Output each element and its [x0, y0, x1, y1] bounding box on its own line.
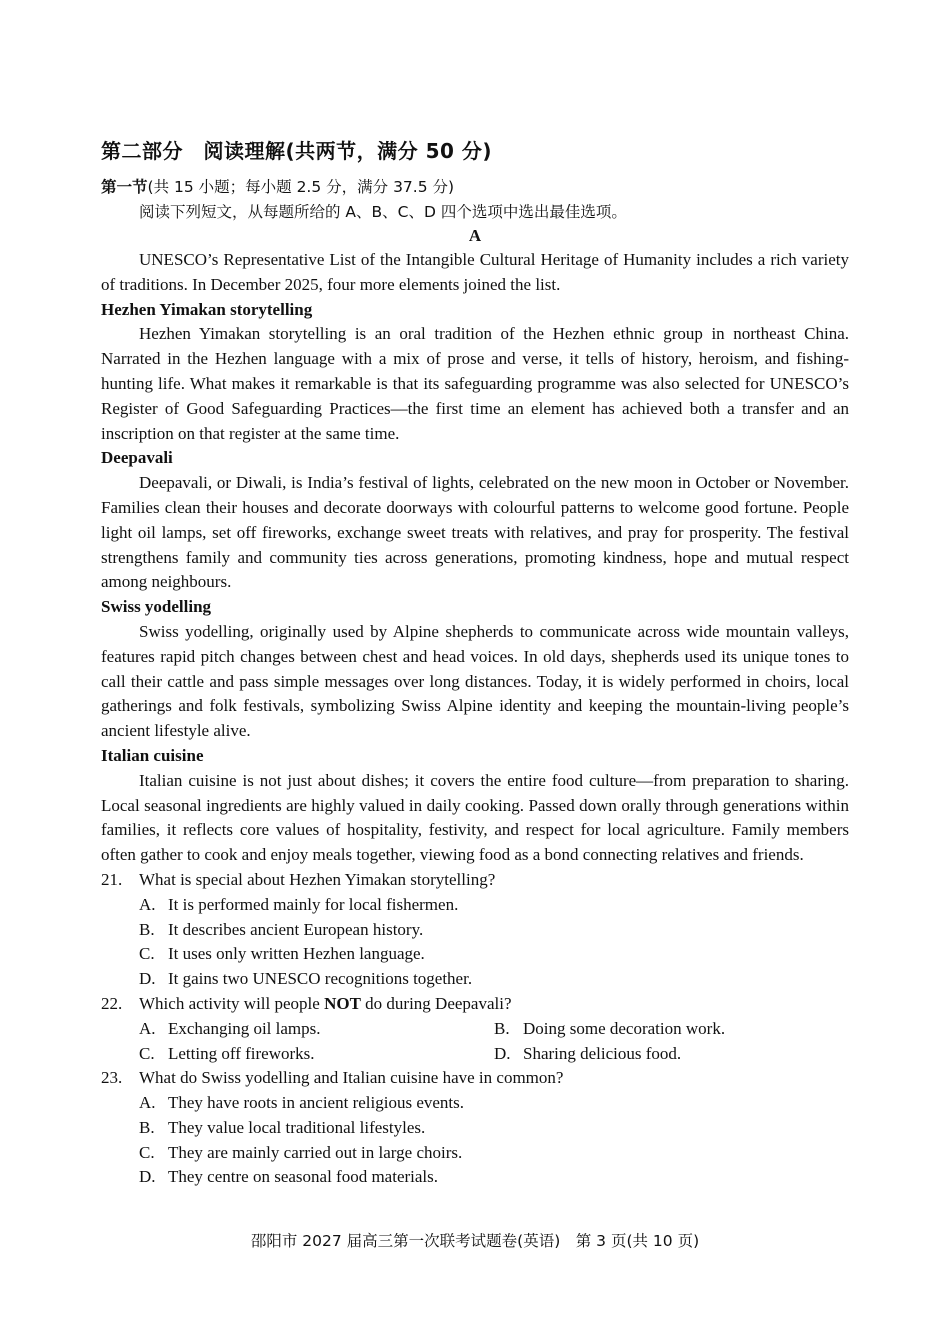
option[interactable]: [139, 942, 849, 967]
option-label: C.: [139, 1043, 155, 1063]
option[interactable]: [139, 1091, 849, 1116]
option-text: Letting off fireworks.: [168, 1043, 315, 1063]
item-text: Swiss yodelling, originally used by Alpine shepherds to communicate across wide mountain valleys, features rapid pitch changes between chest and head voices. In old days, shepherds used its unique tones to call their cattle and pass simple messages over long distances. Today, it is widely performed in choirs, local gatherings and folk festivals, symbolizing Swiss Alpine identity and keeping the mountain-living people’s ancient lifestyle alive.: [101, 621, 849, 741]
option-label: A.: [139, 1093, 156, 1113]
option-text: It is performed mainly for local fishermen.: [168, 894, 459, 914]
question-number: 21.: [101, 869, 123, 889]
option-label: A.: [139, 894, 156, 914]
option[interactable]: [494, 1017, 849, 1042]
option[interactable]: [139, 1165, 849, 1190]
option[interactable]: [139, 1042, 494, 1067]
option-text: Doing some decoration work.: [523, 1018, 726, 1038]
option[interactable]: [494, 1042, 849, 1067]
option[interactable]: [139, 1017, 494, 1042]
question-number: 23.: [101, 1068, 123, 1088]
page-footer: 邵阳市 2027 届高三第一次联考试题卷(英语) 第 3 页(共 10 页): [250, 1232, 700, 1250]
option-label: D.: [139, 1167, 156, 1187]
option-text: They centre on seasonal food materials.: [168, 1167, 439, 1187]
item-heading: Italian cuisine: [101, 745, 204, 765]
option-label: D.: [494, 1043, 511, 1063]
option-text: It uses only written Hezhen language.: [168, 944, 425, 964]
option-label: B.: [494, 1018, 510, 1038]
option-row: [139, 1042, 849, 1067]
question-text-after: do during Deepavali?: [360, 993, 512, 1013]
section-title: [101, 174, 849, 200]
option-label: D.: [139, 969, 156, 989]
option[interactable]: [139, 967, 849, 992]
question-22: [101, 992, 849, 1017]
item-heading: Swiss yodelling: [101, 597, 212, 617]
exam-page: [101, 136, 849, 1190]
part-title: 第二部分 阅读理解(共两节，满分 50 分): [101, 139, 493, 163]
option-text: They have roots in ancient religious events.: [168, 1093, 464, 1113]
item-text: Deepavali, or Diwali, is India’s festival of lights, celebrated on the new moon in October or November. Families clean their houses and decorate doorways with colourful patterns to welcome good fortune. People light oil lamps, set off fireworks, exchange sweet treats with relatives, and pray for prosperity. The festival strengthens family and community ties across generations, promoting kindness, hope and mutual respect among neighbours.: [101, 473, 849, 592]
option-row: [139, 1017, 849, 1042]
option[interactable]: [139, 1141, 849, 1166]
passage-intro: UNESCO’s Representative List of the Intangible Cultural Heritage of Humanity includes a rich variety of traditions. In December 2025, four more elements joined the list.: [101, 250, 849, 294]
option-label: B.: [139, 919, 155, 939]
question-23: [101, 1066, 849, 1091]
option[interactable]: [139, 893, 849, 918]
question-text: [139, 992, 512, 1017]
instruction: 阅读下列短文，从每题所给的 A、B、C、D 四个选项中选出最佳选项。: [139, 203, 627, 221]
option-text: They are mainly carried out in large choirs.: [168, 1142, 463, 1162]
question-number: 22.: [101, 993, 123, 1013]
question-text-before: Which activity will people: [139, 993, 325, 1013]
item-heading: Hezhen Yimakan storytelling: [101, 299, 313, 319]
option-text: They value local traditional lifestyles.: [168, 1117, 426, 1137]
question-text: What is special about Hezhen Yimakan storytelling?: [139, 869, 496, 889]
section-detail: (共 15 小题；每小题 2.5 分，满分 37.5 分): [147, 178, 455, 196]
option-text: It gains two UNESCO recognitions together.: [168, 969, 473, 989]
option-text: Sharing delicious food.: [523, 1043, 682, 1063]
question-21: [101, 868, 849, 893]
option[interactable]: [139, 918, 849, 943]
question-text-emphasis: NOT: [324, 993, 361, 1013]
option-label: C.: [139, 944, 155, 964]
question-text: What do Swiss yodelling and Italian cuisine have in common?: [139, 1068, 564, 1088]
passage-letter: A: [468, 226, 482, 245]
option-label: A.: [139, 1018, 156, 1038]
section-label: 第一节: [101, 178, 148, 196]
option-text: Exchanging oil lamps.: [168, 1018, 321, 1038]
option[interactable]: [139, 1116, 849, 1141]
option-text: It describes ancient European history.: [168, 919, 424, 939]
item-heading: Deepavali: [101, 448, 173, 468]
item-text: Hezhen Yimakan storytelling is an oral tradition of the Hezhen ethnic group in northeast China. Narrated in the Hezhen language with a mix of prose and verse, it tells of history, heroism, and fishing-hunting life. What makes it remarkable is that its safeguarding programme was also selected for UNESCO’s Register of Good Safeguarding Practices—the first time an element has achieved both a transfer and an inscription on that register at the same time.: [101, 324, 849, 443]
option-label: C.: [139, 1142, 155, 1162]
item-text: Italian cuisine is not just about dishes; it covers the entire food culture—from preparation to sharing. Local seasonal ingredients are highly valued in daily cooking. Passed down orally through generations within families, it reflects core values of hospitality, festivity, and respect for local agriculture. Family members often gather to cook and enjoy meals together, viewing food as a bond connecting relatives and friends.: [101, 770, 849, 865]
option-label: B.: [139, 1117, 155, 1137]
